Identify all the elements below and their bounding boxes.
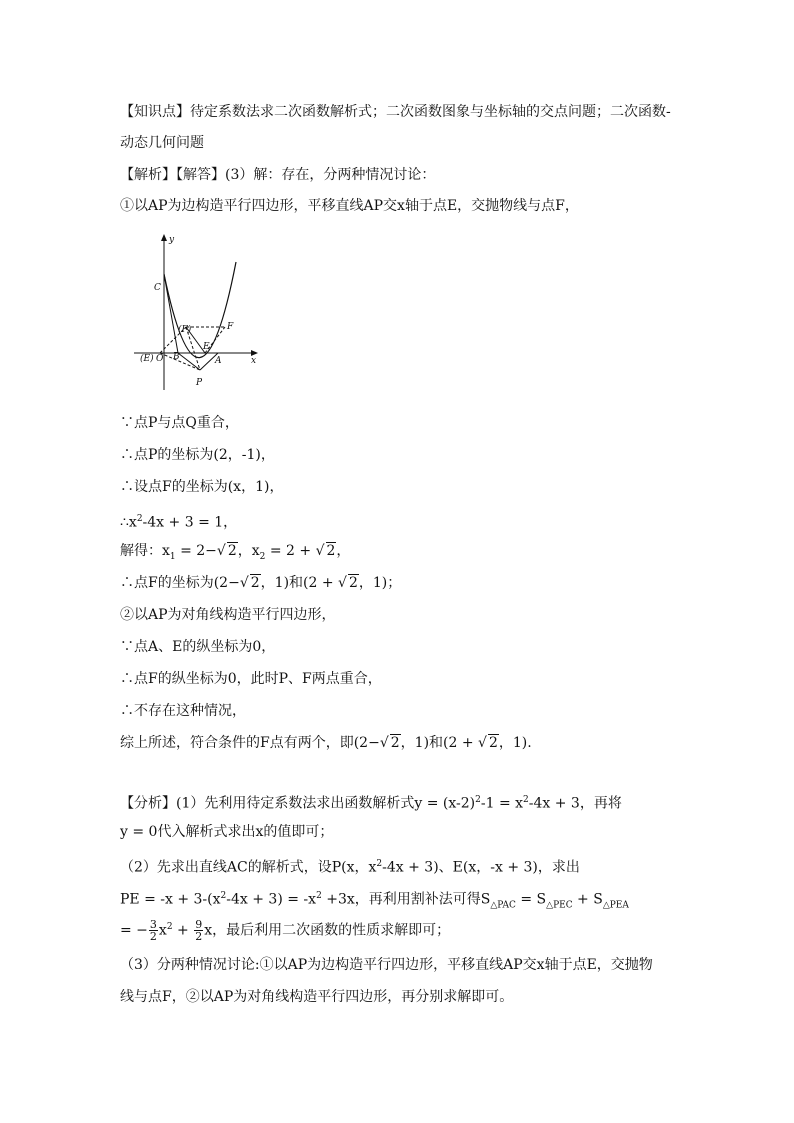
knowledge-line-1 (120, 102, 671, 122)
label-p: P (196, 378, 203, 388)
sqrt-value: 2 (488, 735, 498, 751)
sol-text-8: ∴点F的纵坐标为0，此时P、F两点重合， (120, 671, 382, 687)
sub-pec: △PEC (546, 900, 573, 911)
label-f-paren: (F) (178, 325, 192, 335)
analysis-text-4e: + S (572, 891, 603, 908)
y-axis-arrow (161, 234, 167, 241)
sol-line-7 (120, 637, 275, 657)
analysis-text-4c: +3x，再利用割补法可得S (321, 891, 491, 908)
sqrt-icon: √ (216, 543, 226, 559)
frac-den: 2 (149, 930, 157, 944)
sup-2: 2 (523, 795, 529, 805)
analysis-plus: + (172, 922, 194, 939)
sol-text-6c: ，1)； (358, 575, 402, 591)
analysis-text-1b: -1 = x (480, 795, 524, 812)
label-e-paren: (E) (140, 354, 154, 364)
parabola-figure (130, 232, 262, 394)
analysis-text-4b: -4x + 3) = -x (226, 891, 317, 908)
analysis-text-3a: （2）先求出直线AC的解析式，设P(x，x (120, 859, 377, 876)
sup-2: 2 (220, 891, 227, 901)
frac-num: 3 (149, 918, 157, 932)
sqrt-value: 2 (250, 575, 260, 591)
sol-text-5c: ，x (237, 543, 260, 559)
sol-text-10c: ，1). (498, 735, 532, 751)
sol-text-7: ∵点A、E的纵坐标为0， (120, 639, 276, 655)
sup-2: 2 (376, 859, 383, 869)
label-o: O (156, 354, 164, 364)
analysis-tag: 【分析】 (120, 795, 176, 812)
sup-2: 2 (166, 922, 173, 932)
sup-2: 2 (475, 795, 481, 805)
sol-text-6b: ，1)和(2 + (260, 575, 339, 591)
sol-text-5d: = 2 + (265, 543, 316, 559)
sol-text-9: ∴不存在这种情况， (120, 703, 246, 719)
solution-intro: (3）解：存在，分两种情况讨论： (225, 167, 436, 183)
label-a: A (215, 356, 222, 366)
sol-line-8 (120, 669, 382, 689)
analysis-text-5b: x，最后利用二次函数的性质求解即可； (204, 922, 451, 939)
knowledge-text-1: 待定系数法求二次函数解析式；二次函数图象与坐标轴的交点问题；二次函数- (190, 104, 671, 120)
sol-line-5 (120, 541, 350, 567)
fraction-9-2 (194, 919, 203, 942)
knowledge-tag: 【知识点】 (120, 104, 190, 120)
sol-text-4a: ∴x (120, 514, 137, 531)
label-c: C (154, 283, 161, 293)
sol-case2 (120, 605, 336, 625)
sol-line-10 (120, 733, 532, 753)
sol-text-10b: ，1)和(2 + (400, 735, 479, 751)
sol-line-3 (120, 477, 283, 497)
analysis-line-5 (120, 912, 450, 946)
analysis-x: x (158, 922, 167, 939)
sqrt-value: 2 (390, 735, 400, 751)
frac-den: 2 (195, 930, 203, 944)
analysis-text-4a: PE = -x + 3-(x (120, 891, 221, 908)
case1-text: ①以AP为边构造平行四边形，平移直线AP交x轴于点E，交抛物线与点F， (120, 198, 579, 214)
analysis-text-7: 线与点F，②以AP为对角线构造平行四边形，再分别求解即可。 (120, 989, 514, 1005)
analysis-line-2 (120, 822, 333, 842)
solution-intro-line (120, 165, 435, 185)
sol-text-10a: 综上所述，符合条件的F点有两个，即(2− (120, 735, 380, 751)
label-y: y (169, 235, 175, 245)
sub-1: 1 (169, 551, 176, 562)
solution-tag: 【解析】【解答】 (120, 167, 225, 183)
analysis-text-1c: -4x + 3，再将 (528, 795, 622, 812)
sqrt-icon: √ (239, 575, 249, 591)
sol-line-2 (120, 445, 275, 465)
sol-line-1 (120, 413, 239, 433)
fraction-3-2 (149, 919, 158, 942)
line-bp (178, 353, 200, 370)
sqrt-value: 2 (348, 575, 358, 591)
analysis-text-2: y = 0代入解析式求出x的值即可； (120, 824, 334, 840)
sqrt-value: 2 (227, 543, 237, 559)
parabola-curve (164, 262, 236, 358)
analysis-text-6: （3）分两种情况讨论:①以AP为边构造平行四边形，平移直线AP交x轴于点E，交抛物 (120, 957, 653, 973)
knowledge-line-2 (120, 133, 204, 153)
label-x: x (251, 356, 257, 366)
frac-num: 9 (195, 918, 203, 932)
sup-2: 2 (316, 891, 322, 901)
sqrt-icon: √ (315, 543, 325, 559)
sol-text-3: ∴设点F的坐标为(x，1)， (120, 479, 284, 495)
sol-text-4b: -4x + 3 = 1， (142, 514, 238, 531)
sol-text-5b: = 2− (175, 543, 217, 559)
sol-text-5a: 解得：x (120, 543, 170, 559)
sqrt-icon: √ (478, 735, 487, 751)
case2-text: ②以AP为对角线构造平行四边形， (120, 607, 336, 623)
sqrt-value: 2 (326, 543, 336, 559)
analysis-text-1a: (1）先利用待定系数法求出函数解析式y = (x-2) (176, 795, 476, 812)
analysis-line-1 (120, 790, 622, 814)
sqrt-icon: √ (379, 735, 389, 751)
analysis-line-6 (120, 955, 653, 975)
sub-pac: △PAC (490, 900, 516, 911)
sol-line-6 (120, 573, 401, 593)
label-f: F (227, 322, 234, 332)
sol-text-5e: ， (336, 543, 351, 559)
sqrt-icon: √ (338, 575, 347, 591)
line-cb (164, 274, 178, 353)
solution-case1 (120, 196, 579, 216)
knowledge-text-2: 动态几何问题 (120, 135, 204, 151)
analysis-line-3 (120, 854, 580, 878)
sol-line-4 (120, 509, 237, 533)
sol-text-1: ∵点P与点Q重合， (120, 415, 239, 431)
analysis-text-4d: = S (515, 891, 547, 908)
analysis-text-5a: = − (120, 922, 148, 939)
sup-2: 2 (136, 514, 143, 524)
label-e: E (203, 342, 210, 352)
sol-text-6a: ∴点F的坐标为(2− (120, 575, 240, 591)
analysis-text-3b: -4x + 3)、E(x，-x + 3)，求出 (382, 859, 580, 876)
sol-line-9 (120, 701, 246, 721)
sub-pea: △PEA (602, 900, 629, 911)
sub-2: 2 (259, 551, 266, 562)
analysis-line-7 (120, 987, 513, 1007)
sol-text-2: ∴点P的坐标为(2，-1)， (120, 447, 275, 463)
label-b: B (173, 352, 180, 362)
